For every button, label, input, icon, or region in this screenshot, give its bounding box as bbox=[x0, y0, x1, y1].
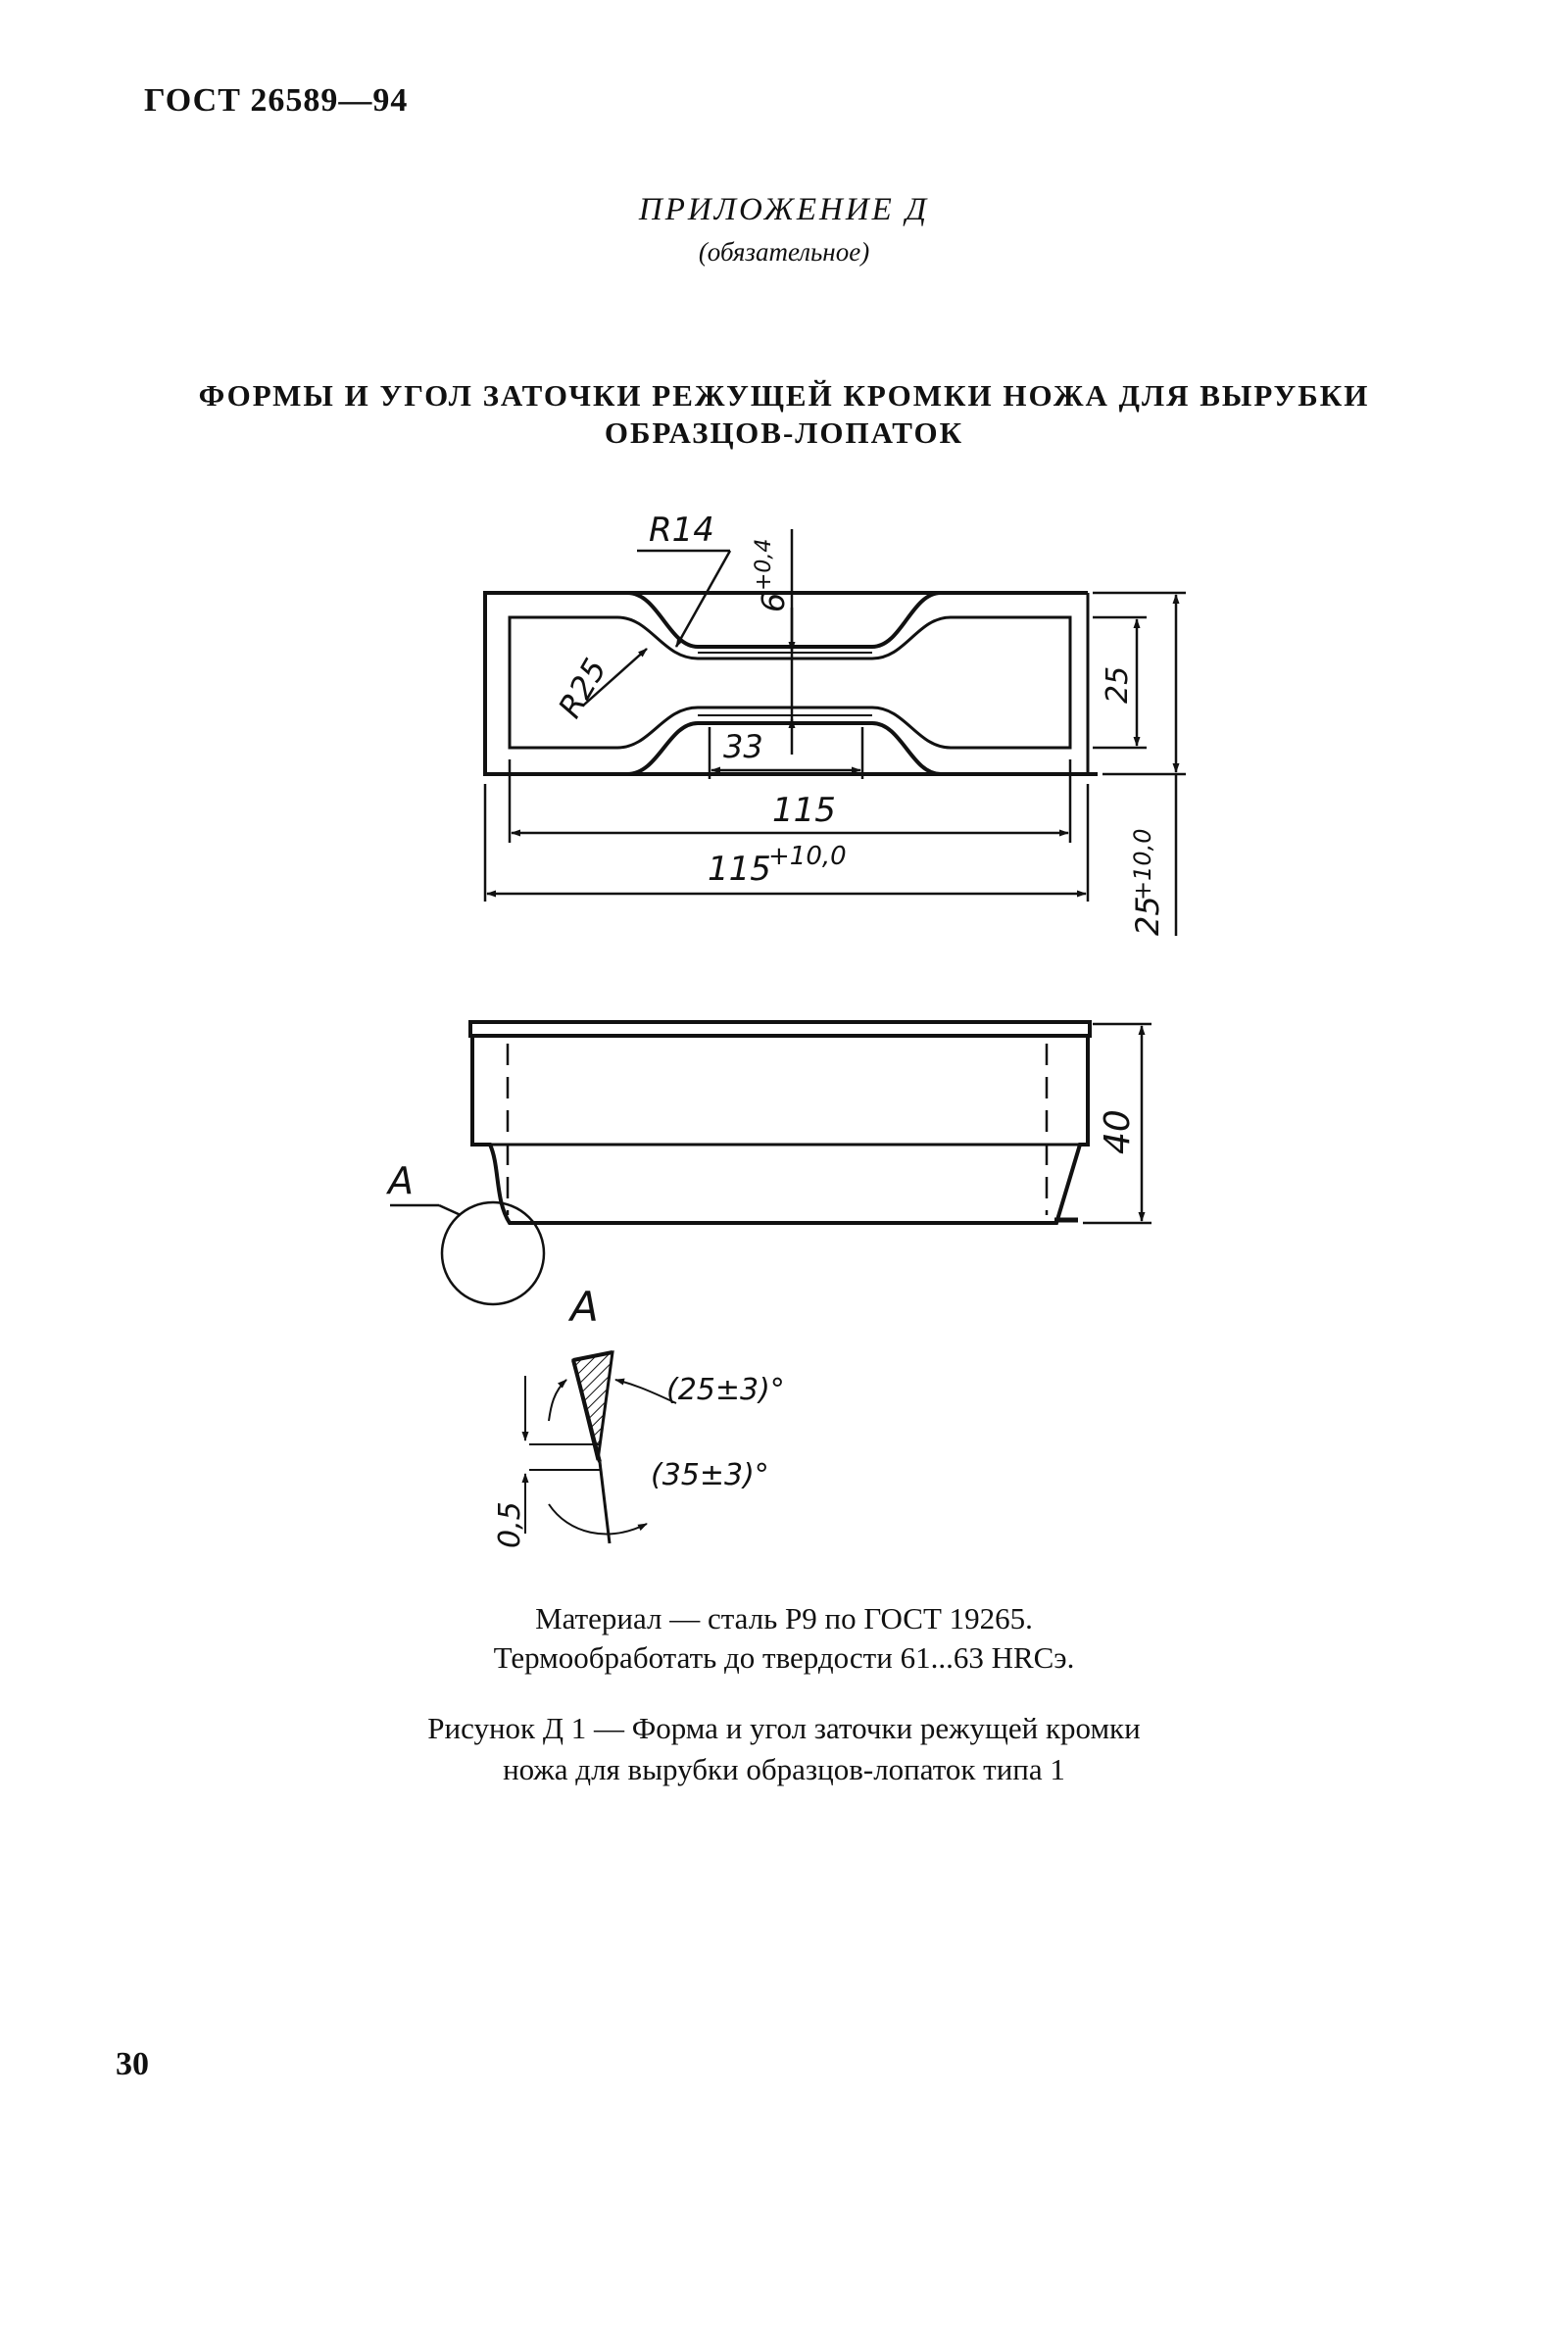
page-number: 30 bbox=[116, 2046, 149, 2082]
label-angle-top: (25±3)° bbox=[666, 1373, 785, 1407]
label-detail-a: А bbox=[570, 1283, 599, 1331]
label-40: 40 bbox=[1098, 1109, 1138, 1154]
label-115-outer: 115 bbox=[708, 850, 771, 889]
label-neck-width: 6 bbox=[755, 592, 792, 612]
label-edge-05: 0,5 bbox=[493, 1501, 527, 1548]
label-33: 33 bbox=[723, 728, 763, 765]
side-view bbox=[470, 1022, 1090, 1223]
label-r25: R25 bbox=[551, 652, 614, 724]
label-neck-width-tol: +0,4 bbox=[752, 538, 776, 591]
label-25-outer: 25 bbox=[1129, 896, 1166, 936]
figure-caption bbox=[0, 1708, 1568, 1790]
material-line: Материал — сталь Р9 по ГОСТ 19265. bbox=[535, 1601, 1033, 1635]
top-view-dimensions bbox=[485, 529, 1186, 936]
material-note bbox=[0, 1599, 1568, 1678]
appendix-title: ПРИЛОЖЕНИЕ Д bbox=[638, 192, 930, 227]
label-25-inner: 25 bbox=[1101, 665, 1135, 704]
label-25-outer-tol: +10,0 bbox=[1129, 828, 1156, 901]
label-detail-a-marker: А bbox=[388, 1159, 414, 1202]
detail-a-view bbox=[525, 1352, 676, 1543]
label-angle-bottom: (35±3)° bbox=[651, 1458, 769, 1492]
hardening-line: Термообработать до твердости 61...63 HRCэ. bbox=[493, 1640, 1075, 1675]
side-view-dimensions bbox=[390, 1024, 1152, 1304]
caption-line1: Рисунок Д 1 — Форма и угол заточки режущей кромки bbox=[427, 1711, 1141, 1745]
section-title-line2: ОБРАЗЦОВ-ЛОПАТОК bbox=[604, 415, 964, 450]
caption-line2: ножа для вырубки образцов-лопаток типа 1 bbox=[503, 1752, 1065, 1786]
label-115-inner: 115 bbox=[772, 791, 836, 830]
section-title-line1: ФОРМЫ И УГОЛ ЗАТОЧКИ РЕЖУЩЕЙ КРОМКИ НОЖА ДЛЯ ВЫРУБКИ bbox=[198, 378, 1370, 413]
standard-header: ГОСТ 26589—94 bbox=[144, 82, 409, 119]
detail-circle bbox=[442, 1202, 544, 1304]
appendix-subtitle: (обязательное) bbox=[698, 237, 870, 267]
label-115-outer-tol: +10,0 bbox=[768, 842, 847, 871]
label-r14: R14 bbox=[649, 511, 714, 550]
